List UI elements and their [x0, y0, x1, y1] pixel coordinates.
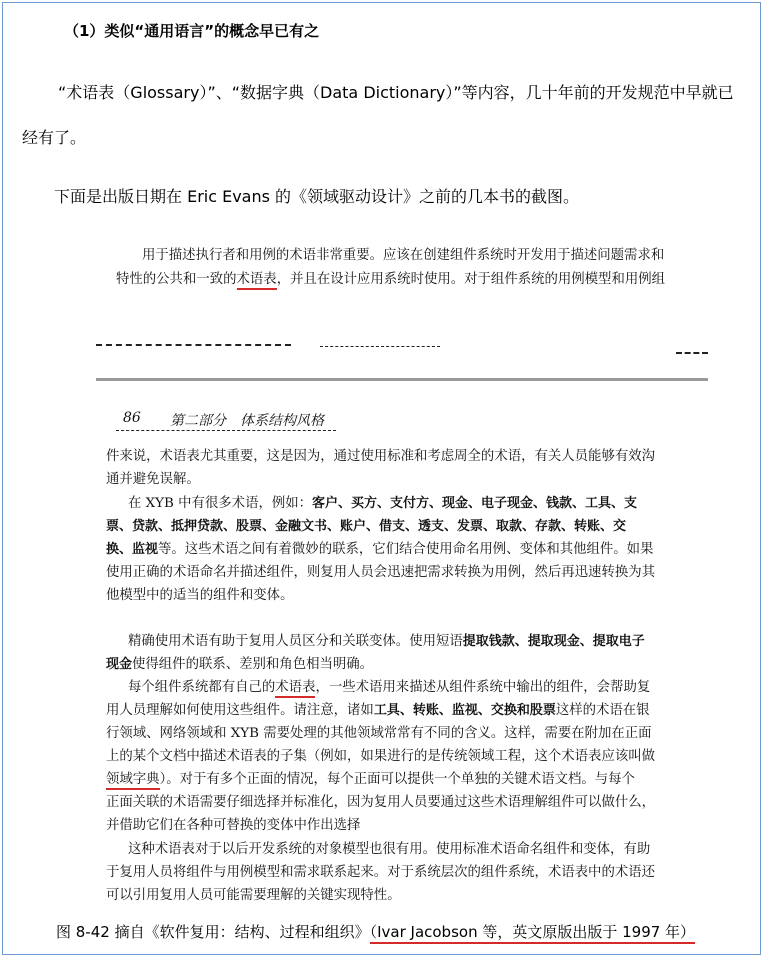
- torn-edge-line: [320, 346, 440, 347]
- section-divider: [96, 378, 708, 381]
- excerpt1-line2: 特性的公共和一致的术语表，并且在设计应用系统时使用。对于组件系统的用例模型和用例组: [116, 268, 665, 287]
- excerpt2-line: 正面关联的术语需要仔细选择并标准化，因为复用人员要通过这些术语理解组件可以做什么，: [106, 795, 656, 810]
- paragraph-glossary-line1: “术语表（Glossary）”、“数据字典（Data Dictionary）”等内容，几十年前的开发规范中早就已: [58, 83, 734, 102]
- excerpt2-line: 这种术语表对于以后开发系统的对象模型也很有用。使用标准术语命名组件和变体，有助: [128, 842, 651, 857]
- excerpt2-line: 可以引用复用人员可能需要理解的关键实现特性。: [106, 888, 401, 903]
- excerpt2-line: 行领域、网络领域和 XYB 需要处理的其他领域常常有不同的含义。这样，需要在附加在正面: [106, 726, 652, 741]
- excerpt2-line: 精确使用术语有助于复用人员区分和关联变体。使用短语提取钱款、提取现金、提取电子: [128, 634, 645, 649]
- excerpt2-line: 用人员理解如何使用这些组件。请注意，诸如工具、转账、监视、交换和股票这样的术语在银: [106, 703, 650, 718]
- excerpt2-line: 票、贷款、抵押贷款、股票、金融文书、账户、借支、透支、发票、取款、存款、转账、交: [106, 519, 627, 534]
- excerpt2-line: 上的某个文档中描述术语表的子集（例如，如果进行的是传统领域工程，这个术语表应该叫做: [106, 749, 656, 764]
- glossary-term-highlight: 术语表: [275, 680, 315, 698]
- excerpt2-line: 领域字典）。对于有多个正面的情况，每个正面可以提供一个单独的关键术语文档。与每个: [106, 768, 635, 787]
- torn-edge-line: [676, 352, 708, 354]
- caption-source-highlight: （Ivar Jacobson 等，英文原版出版于 1997 年）: [370, 923, 695, 944]
- excerpt2-line: 件来说，术语表尤其重要，这是因为，通过使用标准和考虑周全的术语，有关人员能够有效沟: [106, 449, 656, 464]
- excerpt2-line: 使用正确的术语命名并描述组件，则复用人员会迅速把需求转换为用例，然后再迅速转换为其: [106, 565, 656, 580]
- excerpt2-line: 换、监视等。这些术语之间有着微妙的联系，它们结合使用命名用例、变体和其他组件。如果: [106, 542, 654, 557]
- page-header: 第二部分 体系结构风格: [170, 413, 324, 429]
- excerpt2-line: 在 XYB 中有很多术语，例如：客户、买方、支付方、现金、电子现金、钱款、工具、支: [128, 496, 638, 511]
- excerpt2-line: 每个组件系统都有自己的术语表，一些术语用来描述从组件系统中输出的组件，会帮助复: [128, 676, 650, 695]
- excerpt2-line: 通并避免误解。: [106, 472, 200, 487]
- section-heading: （1）类似“通用语言”的概念早已有之: [64, 22, 320, 40]
- glossary-term-highlight: 术语表: [237, 272, 277, 290]
- excerpt1-line1: 用于描述执行者和用例的术语非常重要。应该在创建组件系统时开发用于描述问题需求和: [142, 248, 665, 263]
- excerpt2-line: 并借助它们在各种可替换的变体中作出选择: [106, 818, 361, 833]
- excerpt2-line: 他模型中的适当的组件和变体。: [106, 588, 294, 603]
- torn-edge-line: [96, 344, 291, 346]
- excerpt2-line: 于复用人员将组件与用例模型和需求联系起来。对于系统层次的组件系统，术语表中的术语还: [106, 865, 656, 880]
- figure-caption: 图 8-42 摘自《软件复用：结构、过程和组织》（Ivar Jacobson 等，英文原版出版于 1997 年）: [56, 921, 695, 942]
- excerpt2-line: 现金使得组件的联系、差别和角色相当明确。: [106, 657, 374, 672]
- paragraph-glossary-line2: 经有了。: [22, 128, 87, 147]
- page-number: 86: [123, 410, 141, 426]
- page-header-rule: [116, 430, 336, 431]
- paragraph-screenshots-intro: 下面是出版日期在 Eric Evans 的《领域驱动设计》之前的几本书的截图。: [54, 187, 580, 206]
- domain-dictionary-highlight: 领域字典: [106, 772, 160, 790]
